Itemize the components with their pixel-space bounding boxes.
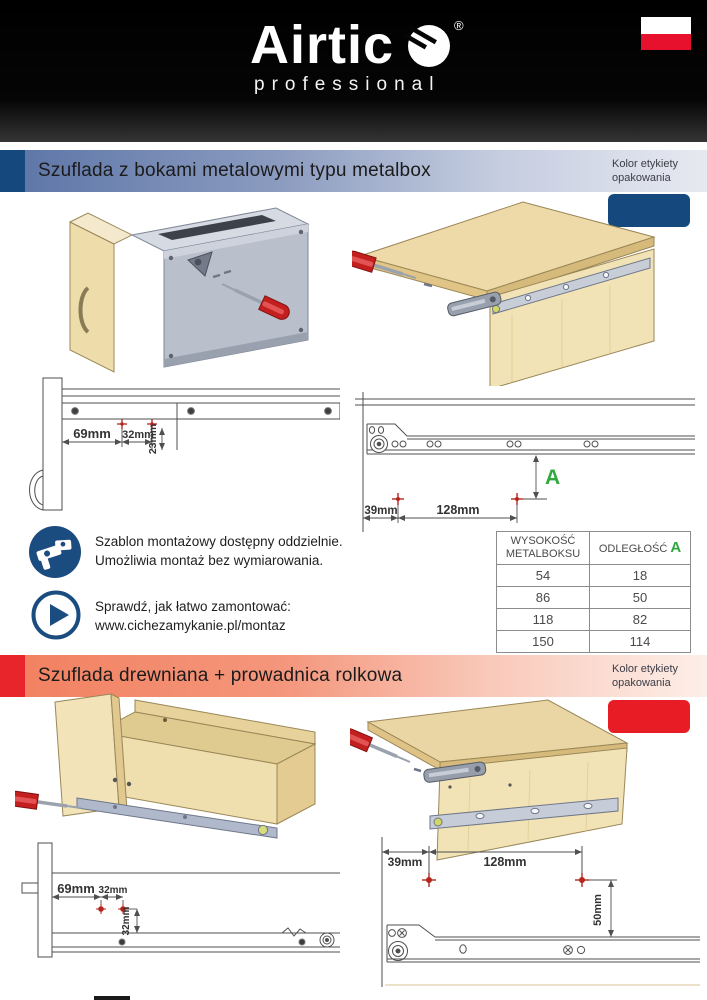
table-header-distance bbox=[590, 532, 691, 565]
section-metalbox-title: Szuflada z bokami metalowymi typu metalbox bbox=[38, 160, 431, 181]
distance-letter-a: A bbox=[545, 466, 561, 489]
note-template-line2: Umożliwia montaż bez wymiarowania. bbox=[95, 552, 324, 568]
metalbox-height-distance-table bbox=[496, 531, 691, 653]
cell-height: 118 bbox=[497, 609, 590, 631]
dim-rail-vertical: 50mm bbox=[592, 894, 604, 926]
illustration-metalbox-drawer bbox=[28, 196, 333, 376]
cell-height: 86 bbox=[497, 587, 590, 609]
table-row bbox=[497, 609, 691, 631]
section-wooden-accent-tab bbox=[0, 655, 25, 697]
section-metalbox-accent-tab bbox=[0, 150, 25, 192]
section-wooden-title: Szuflada drewniana + prowadnica rolkowa bbox=[38, 665, 403, 686]
dim-rail-hole-spacing: 128mm bbox=[483, 855, 527, 869]
play-video-icon bbox=[31, 590, 81, 640]
dim-front-offset: 69mm bbox=[73, 426, 111, 441]
dim-rail-hole-spacing: 128mm bbox=[436, 503, 480, 517]
brand-name: Airtic bbox=[250, 15, 395, 75]
dimension-drawing-metalbox-rail bbox=[355, 392, 695, 532]
dim-rail-front-offset: 39mm bbox=[364, 505, 398, 517]
note-video-line1: Sprawdź, jak łatwo zamontować: bbox=[95, 599, 291, 614]
note-template-line1: Szablon montażowy dostępny oddzielnie. bbox=[95, 534, 343, 549]
table-row bbox=[497, 587, 691, 609]
dim-vertical-offset: 23mm bbox=[147, 423, 159, 455]
table-header-height: WYSOKOŚĆ METALBOKSU bbox=[497, 532, 590, 565]
page-bottom-mark bbox=[94, 996, 130, 1000]
cell-distance: 50 bbox=[590, 587, 691, 609]
registered-mark: ® bbox=[454, 18, 464, 33]
poland-flag-icon bbox=[641, 17, 691, 50]
cell-distance: 82 bbox=[590, 609, 691, 631]
note-video-url: www.cichezamykanie.pl/montaz bbox=[95, 617, 286, 633]
header-banner bbox=[0, 0, 707, 142]
note-video bbox=[95, 598, 291, 635]
table-row bbox=[497, 631, 691, 653]
table-header-distance-letter: A bbox=[670, 539, 682, 556]
table-header-distance-label: ODLEGŁOŚĆ bbox=[598, 543, 668, 555]
drill-point-markers bbox=[422, 873, 589, 887]
cell-height: 54 bbox=[497, 565, 590, 587]
illustration-wooden-drawer bbox=[15, 692, 340, 857]
section-metalbox-header-bar bbox=[0, 150, 707, 192]
dim-vertical-offset: 32mm bbox=[121, 906, 132, 936]
section-metalbox-packaging-label: Kolor etykiety opakowania bbox=[612, 158, 679, 185]
brand-subtitle: professional bbox=[254, 74, 441, 95]
cell-distance: 18 bbox=[590, 565, 691, 587]
flag-white-stripe bbox=[641, 17, 691, 34]
dim-front-offset: 69mm bbox=[57, 881, 95, 896]
brand-logo bbox=[250, 15, 464, 96]
section-wooden-packaging-label: Kolor etykiety opakowania bbox=[612, 663, 679, 690]
note-template bbox=[95, 533, 343, 570]
cell-distance: 114 bbox=[590, 631, 691, 653]
dim-hole-spacing: 32mm bbox=[122, 429, 154, 441]
dimension-drawing-wooden-drawer bbox=[10, 837, 345, 997]
dim-rail-front-offset: 39mm bbox=[387, 855, 423, 869]
dimension-drawing-wooden-rail bbox=[355, 837, 705, 1000]
cell-height: 150 bbox=[497, 631, 590, 653]
dimension-drawing-metalbox-drawer bbox=[10, 372, 340, 522]
table-row bbox=[497, 565, 691, 587]
illustration-metalbox-cabinet bbox=[352, 196, 672, 386]
leaf-logo-icon bbox=[404, 20, 454, 70]
dim-hole-spacing: 32mm bbox=[98, 885, 128, 896]
flag-red-stripe bbox=[641, 34, 691, 51]
template-badge-icon bbox=[28, 525, 82, 579]
